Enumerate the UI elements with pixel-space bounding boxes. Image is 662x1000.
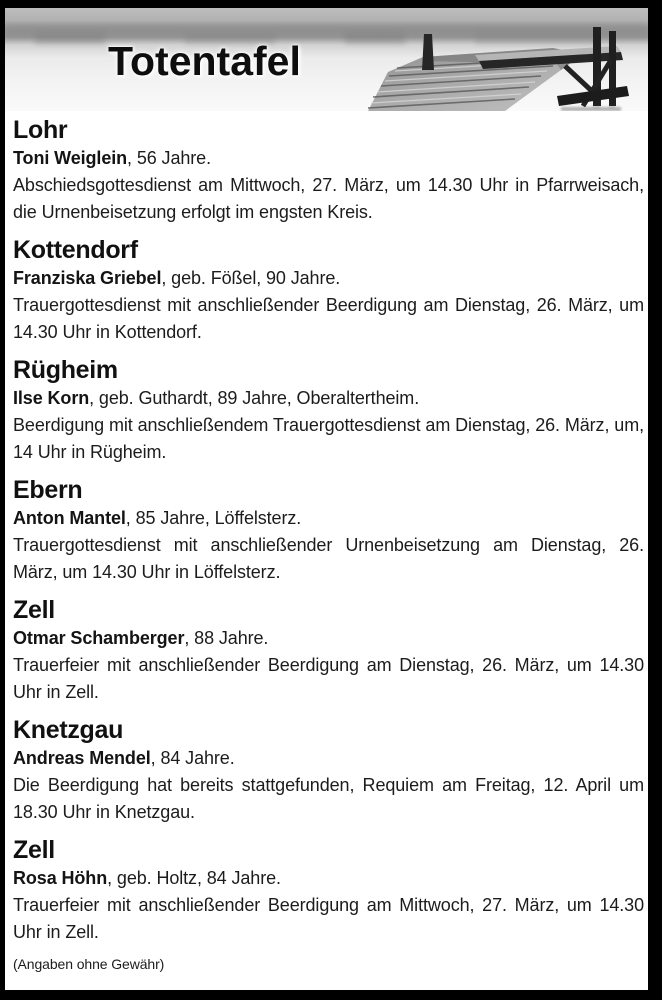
- deceased-details: , 85 Jahre, Löffelsterz.: [125, 508, 302, 528]
- place-heading: Knetzgau: [13, 716, 124, 744]
- name-line: [13, 505, 644, 532]
- page-title: Totentafel: [108, 38, 301, 84]
- place-heading: Rügheim: [13, 356, 118, 384]
- service-info: Abschiedsgottesdienst am Mittwoch, 27. März, um 14.30 Uhr in Pfarrweisach, die Urnenbeisetzung erfolgt im engsten Kreis.: [13, 175, 644, 222]
- name-line: [13, 625, 644, 652]
- masthead: [5, 8, 648, 111]
- deceased-details: , 56 Jahre.: [127, 148, 211, 168]
- service-info: Trauergottesdienst mit anschließender Urnenbeisetzung am Dienstag, 26. März, um 14.30 Uhr in Löffelsterz.: [13, 535, 644, 582]
- deceased-name: Andreas Mendel: [13, 748, 151, 768]
- place-heading: Lohr: [13, 116, 68, 144]
- death-notice-entry: [13, 475, 644, 586]
- deceased-details: , geb. Holtz, 84 Jahre.: [107, 868, 281, 888]
- death-notice-entry: [13, 835, 644, 946]
- death-notices-list: [5, 111, 648, 946]
- deceased-details: , geb. Guthardt, 89 Jahre, Oberaltertheim.: [89, 388, 420, 408]
- death-notice-entry: [13, 235, 644, 346]
- place-heading: Zell: [13, 596, 55, 624]
- name-line: [13, 865, 644, 892]
- disclaimer-note: (Angaben ohne Gewähr): [13, 956, 165, 972]
- deceased-name: Rosa Höhn: [13, 868, 108, 888]
- deceased-name: Franziska Griebel: [13, 268, 162, 288]
- place-heading: Kottendorf: [13, 236, 138, 264]
- death-notice-entry: [13, 715, 644, 826]
- name-line: [13, 145, 644, 172]
- deceased-name: Toni Weiglein: [13, 148, 128, 168]
- deceased-details: , 88 Jahre.: [184, 628, 269, 648]
- service-info: Die Beerdigung hat bereits stattgefunden, Requiem am Freitag, 12. April um 18.30 Uhr in Knetzgau.: [13, 775, 644, 822]
- deceased-name: Otmar Schamberger: [13, 628, 185, 648]
- name-line: [13, 745, 644, 772]
- service-info: Beerdigung mit anschließendem Trauergottesdienst am Dienstag, 26. März, um, 14 Uhr in Rügheim.: [13, 415, 644, 462]
- deceased-name: Ilse Korn: [13, 388, 90, 408]
- deceased-name: Anton Mantel: [13, 508, 126, 528]
- deceased-details: , geb. Fößel, 90 Jahre.: [161, 268, 341, 288]
- service-info: Trauerfeier mit anschließender Beerdigung am Dienstag, 26. März, um 14.30 Uhr in Zell.: [13, 655, 644, 702]
- deceased-details: , 84 Jahre.: [150, 748, 235, 768]
- death-notice-entry: [13, 115, 644, 226]
- name-line: [13, 385, 644, 412]
- lake-dock-photo: [5, 8, 648, 111]
- death-notice-entry: [13, 355, 644, 466]
- death-notice-entry: [13, 595, 644, 706]
- name-line: [13, 265, 644, 292]
- service-info: Trauergottesdienst mit anschließender Beerdigung am Dienstag, 26. März, um 14.30 Uhr in Kottendorf.: [13, 295, 644, 342]
- service-info: Trauerfeier mit anschließender Beerdigung am Mittwoch, 27. März, um 14.30 Uhr in Zell.: [13, 895, 644, 942]
- place-heading: Zell: [13, 836, 55, 864]
- place-heading: Ebern: [13, 476, 83, 504]
